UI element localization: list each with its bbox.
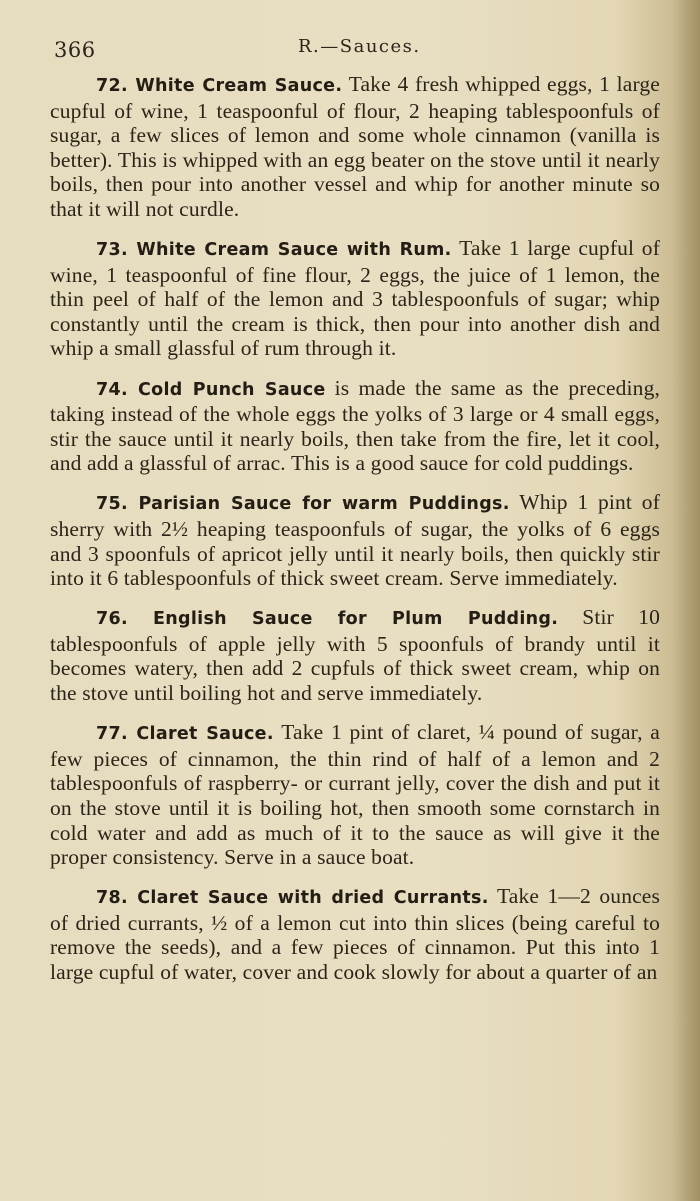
recipe-heading: 73. White Cream Sauce with Rum.: [96, 240, 452, 261]
recipe-body: Take 1 large cupful of wine, 1 teaspoonful of fine flour, 2 eggs, the juice of 1 lemon, the thin peel of half of the lemon and 3 tablespoonfuls of sugar; whip constantly until the cream is thick, then pour into another dish and whip a small glassful of rum through it.: [50, 236, 661, 361]
recipe-body: Take 1—2 ounces of dried currants, ½ of a lemon cut into thin slices (being careful to remove the seeds), and a few pieces of cinnamon. Put this into 1 large cupful of water, cover and cook slowly for about a quarter of an: [50, 884, 661, 984]
recipe-heading: 72. White Cream Sauce.: [96, 76, 343, 96]
recipe-heading: 77. Claret Sauce.: [96, 724, 274, 745]
recipe-77: [50, 720, 660, 870]
page-content: [50, 72, 660, 999]
recipe-78: [50, 884, 660, 984]
recipe-heading: 78. Claret Sauce with dried Currants.: [96, 888, 489, 909]
recipe-body: is made the same as the preceding, taking instead of the whole eggs the yolks of 3 large or 4 small eggs, stir the sauce until it nearly boils, then take from the fire, let it cool, and add a glassful of arrac. This is a good sauce for cold puddings.: [50, 375, 661, 476]
recipe-74: [50, 376, 660, 476]
recipe-body: Take 4 fresh whipped eggs, 1 large cupful of wine, 1 teaspoonful of flour, 2 heaping tablespoonfuls of sugar, a few slices of lemon and some whole cinnamon (vanilla is better). This is whipped with an egg beater on the stove until it nearly boils, then pour into another vessel and whip for another minute so that it will not curdle.: [50, 72, 660, 221]
recipe-76: [50, 605, 660, 705]
recipe-heading: 75. Parisian Sauce for warm Puddings.: [96, 494, 510, 515]
recipe-body: Stir 10 tablespoonfuls of apple jelly with 5 spoonfuls of brandy until it becomes watery, then add 2 cupfuls of thick sweet cream, whip on the stove until boiling hot and serve immediately.: [50, 605, 660, 706]
recipe-heading: 74. Cold Punch Sauce: [96, 379, 326, 400]
recipe-body: Whip 1 pint of sherry with 2½ heaping teaspoonfuls of sugar, the yolks of 6 eggs and 3 spoonfuls of apricot jelly until it nearly boils, then quickly stir into it 6 tablespoonfuls of thick sweet cream. Serve immediately.: [50, 490, 660, 591]
recipe-73: [50, 236, 660, 361]
recipe-72: [50, 72, 660, 222]
recipe-heading: 76. English Sauce for Plum Pudding.: [96, 609, 559, 630]
recipe-body: Take 1 pint of claret, ¼ pound of sugar, a few pieces of cinnamon, the thin rind of half of a lemon and 2 tablespoonfuls of raspberry- or currant jelly, cover the dish and put it on the stove until it is boiling hot, then smooth some cornstarch in cold water and add as much of it to the sauce as will give it the proper consistency. Serve in a sauce boat.: [50, 720, 660, 870]
running-head: R.—Sauces.: [298, 36, 421, 57]
page-number: 366: [54, 38, 96, 62]
recipe-75: [50, 490, 660, 590]
page-header: [54, 30, 656, 66]
